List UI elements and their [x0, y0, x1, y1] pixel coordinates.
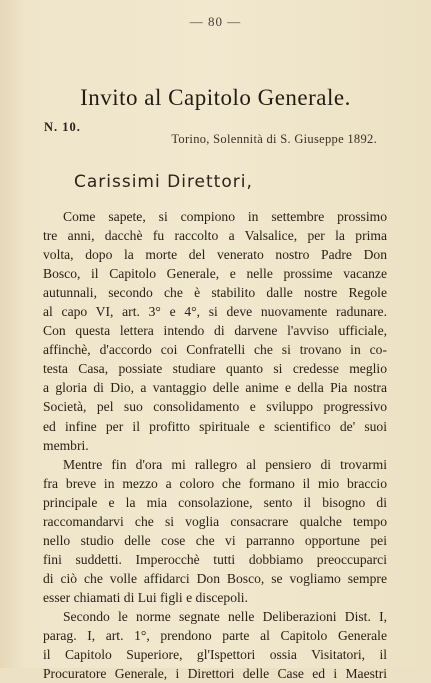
text-line: fra breve in mezzo a coloro che formano il mio braccio — [43, 475, 387, 491]
text-line: ed infine per il profitto spirituale e scientifico de' suoi — [43, 418, 387, 434]
letter-body — [43, 207, 387, 683]
text-line: volta, dopo la morte del venerato nostro Padre Don — [43, 247, 387, 263]
paragraph — [43, 455, 387, 607]
text-line: testa Casa, possiate studiare quanto si credesse meglio — [43, 361, 387, 377]
page-number: — 80 — — [189, 14, 242, 29]
text-line: affinchè, d'accordo coi Confratelli che si trovano in co- — [43, 342, 387, 358]
text-line: al capo VI, art. 3° e 4°, si deve nuovamente radunare. — [43, 304, 387, 320]
letter-number: N. 10. — [44, 120, 81, 134]
text-line: Secondo le norme segnate nelle Deliberazioni Dist. I, — [63, 608, 387, 624]
text-line: il Capitolo Superiore, gl'Ispettori ossia Visitatori, il — [43, 647, 387, 663]
text-line: principale e la mia consolazione, sento il bisogno di — [43, 494, 387, 510]
text-line: raccomandarvi che si voglia consacrare qualche tempo — [43, 513, 387, 529]
text-line: Società, pel suo consolidamento e sviluppo progressivo — [43, 399, 387, 415]
text-line: Come sapete, si compiono in settembre prossimo — [63, 209, 387, 224]
paragraph — [43, 207, 387, 455]
text-line: di ciò che volle affidarci Don Bosco, se vogliamo sempre — [43, 570, 387, 586]
text-line: membri. — [43, 437, 89, 453]
text-line: Con questa lettera intendo di darvene l'avviso ufficiale, — [43, 323, 387, 339]
dateline: Torino, Solennità di S. Giuseppe 1892. — [171, 132, 377, 146]
text-line: Procuratore Generale, i Direttori delle Case ed i Maestri — [43, 666, 387, 682]
page-title: Invito al Capitolo Generale. — [80, 85, 351, 110]
text-line: esser chiamati di Lui figli e discepoli. — [43, 589, 248, 605]
text-line: nello studio delle cose che vi parranno opportune pei — [43, 532, 387, 548]
text-line: tre anni, dacchè fu raccolto a Valsalice, per la prima — [43, 228, 387, 244]
paragraph — [43, 607, 387, 683]
text-line: autunnali, secondo che è stabilito dalle nostre Regole — [43, 285, 387, 301]
salutation: Carissimi Direttori, — [74, 172, 253, 192]
text-line: Mentre fin d'ora mi rallegro al pensiero di trovarmi — [63, 456, 387, 472]
text-line: parag. I, art. 1°, prendono parte al Capitolo Generale — [43, 628, 387, 644]
text-line: fini suddetti. Imperocchè tutti dobbiamo preoccuparci — [43, 551, 387, 567]
text-line: Bosco, il Capitolo Generale, e nelle prossime vacanze — [43, 266, 387, 282]
text-line: a gloria di Dio, a vantaggio delle anime e della Pia nostra — [43, 380, 387, 396]
